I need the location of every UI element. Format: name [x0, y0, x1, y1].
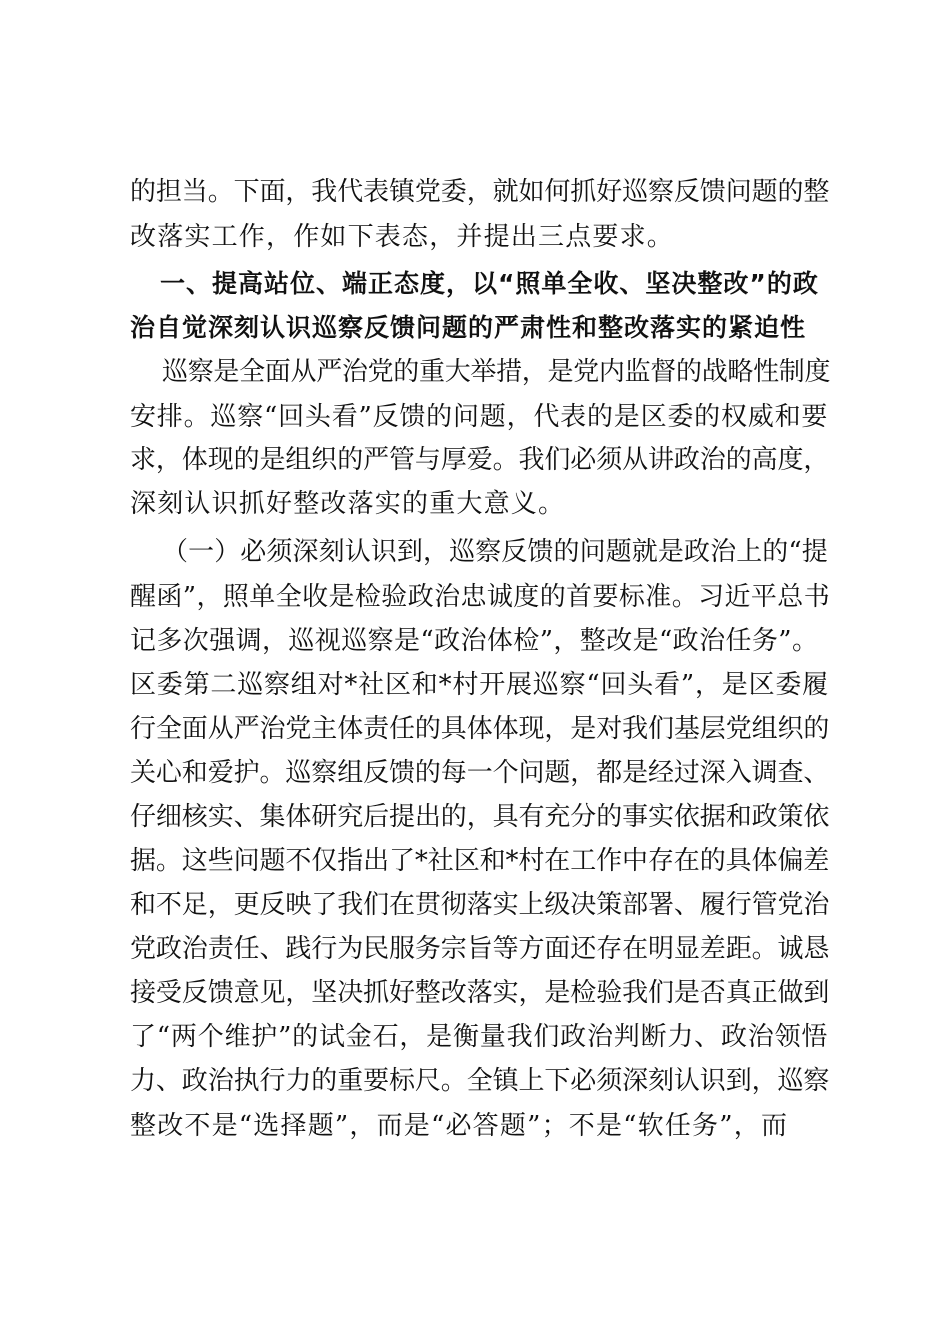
subsection-line-1: （一）必须深刻认识到，巡察反馈的问题就是政治上的“提	[162, 537, 828, 567]
intro-line-2: 安排。巡察“回头看”反馈的问题，代表的是区委的权威和要	[130, 402, 829, 432]
subsection-line-7: 仔细核实、集体研究后提出的，具有充分的事实依据和政策依	[130, 802, 830, 832]
intro-line-3: 求，体现的是组织的严管与厚爱。我们必须从讲政治的高度，	[130, 445, 830, 475]
intro-line-1: 巡察是全面从严治党的重大举措，是党内监督的战略性制度	[162, 357, 831, 387]
opening-line-1: 的担当。下面，我代表镇党委，就如何抓好巡察反馈问题的整	[130, 177, 830, 207]
subsection-line-13: 力、政治执行力的重要标尺。全镇上下必须深刻认识到，巡察	[130, 1066, 830, 1096]
subsection-line-4: 区委第二巡察组对*社区和*村开展巡察“回头看”，是区委履	[130, 670, 829, 700]
intro-line-4: 深刻认识抓好整改落实的重大意义。	[130, 489, 566, 519]
subsection-line-3: 记多次强调，巡视巡察是“政治体检”，整改是“政治任务”。	[130, 626, 819, 656]
subsection-line-14: 整改不是“选择题”，而是“必答题”；不是“软任务”，而	[130, 1111, 789, 1141]
section-heading-line-2: 治自觉深刻认识巡察反馈问题的严肃性和整改落实的紧迫性	[130, 313, 807, 342]
subsection-line-9: 和不足，更反映了我们在贯彻落实上级决策部署、履行管党治	[130, 890, 830, 920]
subsection-line-12: 了“两个维护”的试金石，是衡量我们政治判断力、政治领悟	[130, 1022, 829, 1052]
opening-line-2: 改落实工作，作如下表态，并提出三点要求。	[130, 222, 675, 252]
subsection-line-11: 接受反馈意见，坚决抓好整改落实，是检验我们是否真正做到	[130, 978, 830, 1008]
subsection-line-10: 党政治责任、践行为民服务宗旨等方面还存在明显差距。诚恳	[130, 934, 830, 964]
subsection-line-2: 醒函”，照单全收是检验政治忠诚度的首要标准。习近平总书	[130, 582, 831, 612]
section-heading-line-1: 一、提高站位、端正态度，以“照单全收、坚决整改”的政	[160, 269, 819, 298]
subsection-line-8: 据。这些问题不仅指出了*社区和*村在工作中存在的具体偏差	[130, 846, 830, 876]
subsection-line-6: 关心和爱护。巡察组反馈的每一个问题，都是经过深入调查、	[130, 758, 830, 788]
subsection-line-5: 行全面从严治党主体责任的具体体现，是对我们基层党组织的	[130, 714, 830, 744]
